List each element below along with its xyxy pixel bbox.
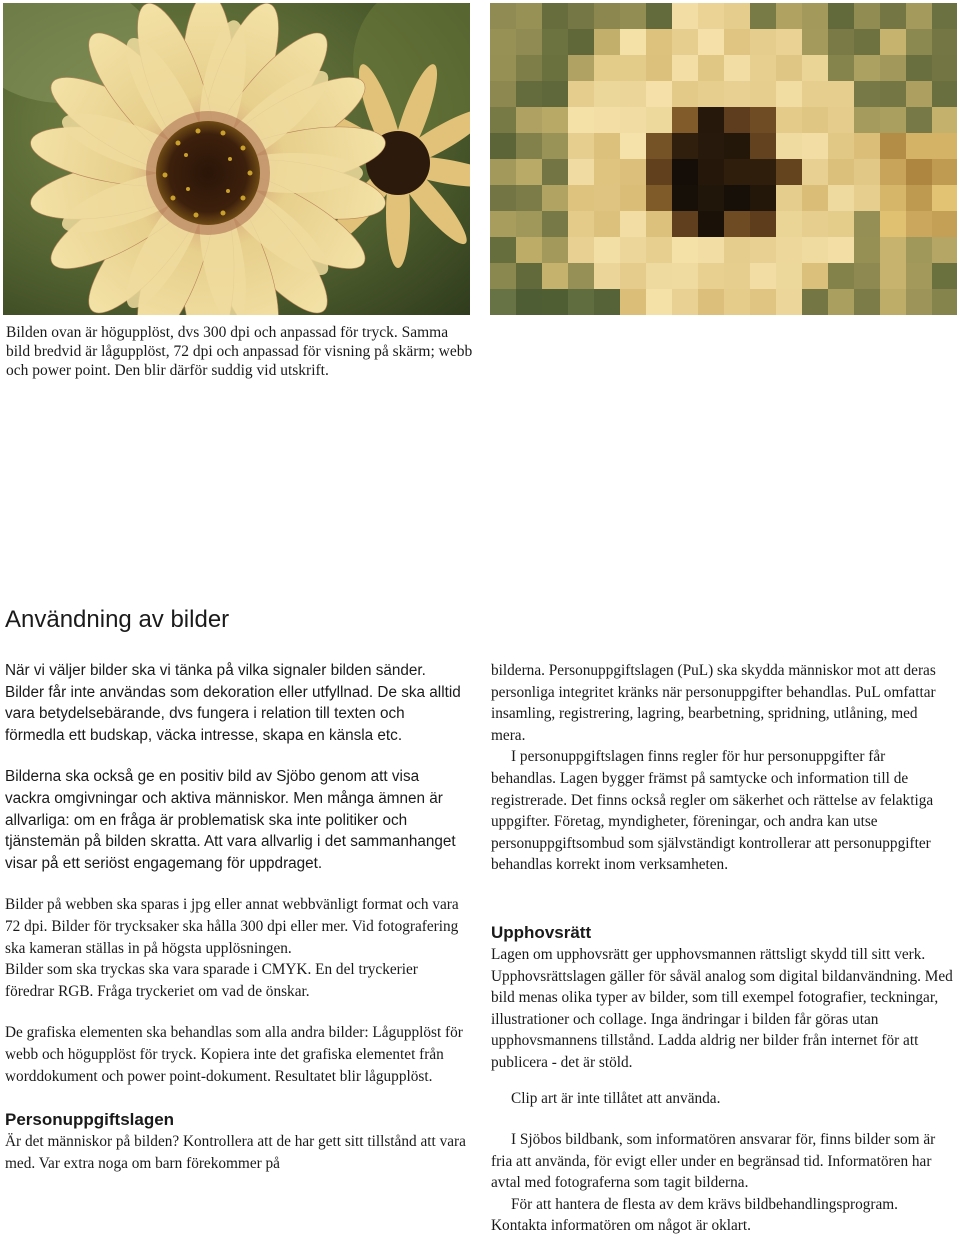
paragraph-graphic-elements: De grafiska elementen ska behandlas som alla andra bilder: Lågupplöst för webb och högupplöst för tryck. Kopiera inte det grafiska elementet från worddokument och power point-dokument. Resultatet blir lågupplöst. (5, 1024, 463, 1085)
paragraph-copyright: Lagen om upphovsrätt ger upphovsmannen rättsligt skydd till sitt verk. Upphovsrättslagen gäller för såväl analog som digital bildanvändning. Med bild menas olika typer av bilder, som till exempel fotografier, teckningar, illustrationer och collage. Inga ändringar i bilden får göras utan upphovsmannens tillstånd. Ladda aldrig ner bilder från internet för att publicera - det är stöld. (491, 945, 953, 1071)
image-caption: Bilden ovan är högupplöst, dvs 300 dpi och anpassad för tryck. Samma bild bredvid är lågupplöst, 72 dpi och anpassad för visning på skärm; webb och power point. Den blir därför suddig vid utskrift. (6, 324, 473, 379)
right-text-column (491, 660, 953, 1237)
paragraph-clip-art: Clip art är inte tillåtet att använda. (511, 1089, 721, 1107)
section-heading-upphovsratt: Upphovsrätt (491, 922, 592, 942)
paragraph-pul-purpose: bilderna. Personuppgiftslagen (PuL) ska skydda människor mot att deras personliga integritet kränks när personuppgifter behandlas. PuL omfattar insamling, registrering, lagring, bearbetning, spridning, utlåning, med mera. (491, 662, 936, 744)
high-resolution-sunflower-image (3, 3, 470, 315)
paragraph-positive-image: Bilderna ska också ge en positiv bild av Sjöbo genom att visa vackra omgivningar och aktiva människor. Men många ämnen är allvarliga: om en fråga är problematisk ska inte politiker och tjänstemän på bilden skratta. Att vara allvarlig i det sammanhanget visar på ett seriöst engagemang för uppdraget. (5, 768, 456, 872)
paragraph-image-software: För att hantera de flesta av dem krävs bildbehandlingsprogram. Kontakta informatören om något är oklart. (491, 1195, 898, 1235)
paragraph-signals: När vi väljer bilder ska vi tänka på vilka signaler bilden sänder. Bilder får inte användas som dekoration eller utfyllnad. De ska alltid vara betydelsebärande, dvs fungera i relation till texten och förmedla ett budskap, väcka intresse, skapa en känsla etc. (5, 662, 461, 744)
section-heading-personuppgiftslagen: Personuppgiftslagen (5, 1110, 175, 1130)
left-text-column (5, 660, 467, 1174)
low-resolution-sunflower-image (490, 3, 957, 315)
paragraph-consent: Är det människor på bilden? Kontrollera att de har gett sitt tillstånd att vara med. Var extra noga om barn förekommer på (5, 1133, 466, 1172)
paragraph-cmyk: Bilder som ska tryckas ska vara sparade i CMYK. En del tryckerier föredrar RGB. Fråga tryckeriet om vad de önskar. (5, 961, 418, 1000)
page-heading: Användning av bilder (5, 606, 230, 633)
paragraph-image-bank: I Sjöbos bildbank, som informatören ansvarar för, finns bilder som är fria att använda, för evigt eller under en begränsad tid. Informatören har avtal med fotograferna som tagit bilderna. (491, 1131, 936, 1192)
paragraph-pul-rules: I personuppgiftslagen finns regler för hur personuppgifter får behandlas. Lagen bygger främst på samtycke och information till de registrerade. Det finns också regler om säkerhet och rättelse av felaktiga uppgifter. Företag, myndigheter, föreningar, och andra kan utse personuppgiftsombud som självständigt kontrollerar att personuppgifter behandlas korrekt inom verksamheten. (491, 748, 934, 874)
paragraph-web-print-formats: Bilder på webben ska sparas i jpg eller annat webbvänligt format och vara 72 dpi. Bilder för trycksaker ska hålla 300 dpi eller mer. Vid fotografering ska kameran ställas in på högsta upplösningen. (5, 896, 459, 957)
